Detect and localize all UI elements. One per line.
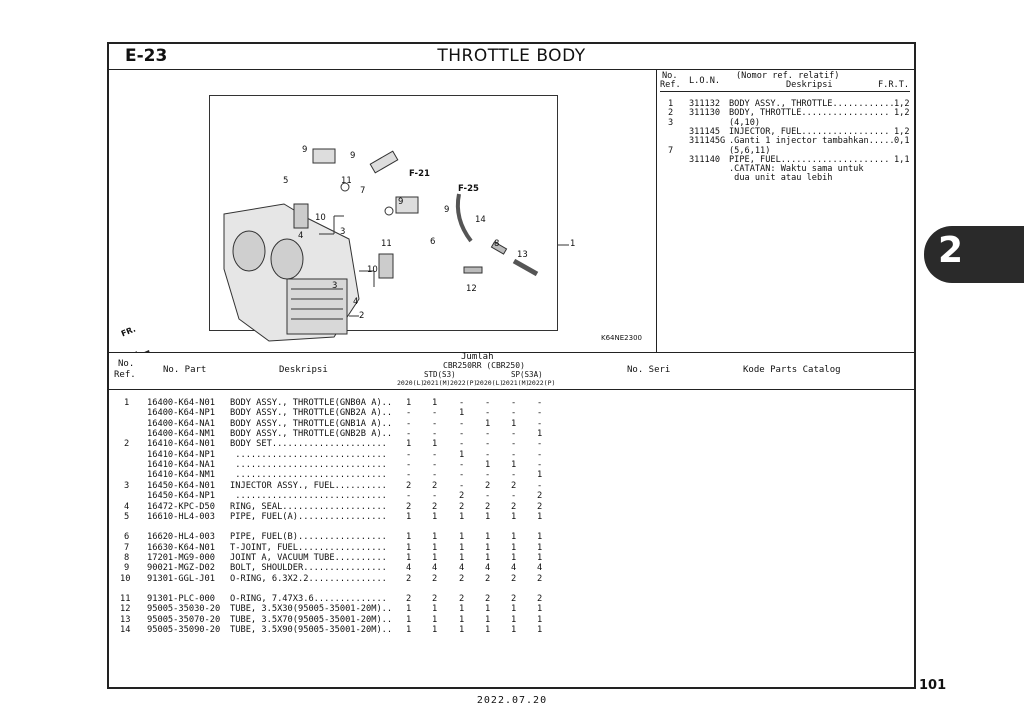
hdr-year: 2020(L) [476, 379, 504, 387]
hdr-no-seri: No. Seri [627, 365, 671, 375]
cell-ref: 9 [124, 563, 130, 574]
cell-part-no: 16400-K64-N01 [147, 398, 215, 408]
cell-qty: 1 [432, 439, 438, 450]
cell-desc: BOLT, SHOULDER................ [230, 563, 387, 574]
cell-qty: 2 [485, 480, 491, 491]
cell-qty: 2 [459, 491, 465, 502]
callout-7: 7 [360, 186, 366, 196]
cell-desc: TUBE, 3.5X90(95005-35001-20M).. [230, 625, 393, 635]
cell-desc: TUBE, 3.5X30(95005-35001-20M).. [230, 604, 393, 615]
cell-qty: - [459, 460, 465, 471]
ref-row-desc: dua unit atau lebih [729, 173, 833, 184]
cell-qty: - [406, 418, 412, 429]
drawing-code: K64NE2300 [601, 334, 642, 342]
callout-10a: 10 [315, 213, 326, 223]
actuator-housing [287, 279, 347, 334]
cell-qty: 1 [485, 511, 491, 522]
cell-qty: - [459, 480, 465, 491]
cell-qty: 2 [432, 573, 438, 584]
cell-qty: - [432, 429, 438, 440]
cell-qty: 2 [537, 491, 543, 502]
table-row [109, 543, 914, 553]
cell-qty: - [511, 439, 517, 450]
ref-header-desc1: (Nomor ref. relatif) [736, 71, 840, 81]
cell-desc: PIPE, FUEL(B)................. [230, 532, 387, 543]
cell-desc: ............................. [230, 449, 387, 460]
cell-qty: 1 [432, 552, 438, 563]
table-row [109, 408, 914, 418]
cell-qty: 2 [406, 501, 412, 512]
cell-qty: 1 [485, 604, 491, 615]
table-row [109, 439, 914, 449]
cell-desc: PIPE, FUEL(A)................. [230, 511, 387, 522]
cell-qty: 1 [459, 552, 465, 563]
cell-qty: 2 [406, 573, 412, 584]
cell-ref: 2 [124, 439, 130, 450]
cell-qty: 1 [432, 604, 438, 615]
callout-f25: F-25 [458, 184, 479, 194]
cell-qty: 1 [485, 614, 491, 625]
callout-9d: 9 [444, 205, 450, 215]
ref-row-desc: .CATATAN: Waktu sama untuk [729, 164, 864, 175]
callout-11a: 11 [341, 176, 352, 186]
cell-qty: 2 [432, 501, 438, 512]
o-ring-11b [385, 207, 393, 215]
table-row [109, 502, 914, 512]
cell-qty: - [485, 491, 491, 502]
cell-part-no: 91301-GGL-J01 [147, 573, 215, 584]
hdr-std: STD(S3) [424, 370, 456, 379]
cell-ref: 10 [120, 573, 131, 584]
cell-qty: - [406, 429, 412, 440]
cell-ref: 12 [120, 604, 131, 615]
cell-qty: 1 [459, 542, 465, 553]
cell-qty: 1 [432, 614, 438, 625]
cell-part-no: 17201-MG9-000 [147, 552, 215, 563]
cell-qty: 2 [459, 573, 465, 584]
cell-qty: - [485, 449, 491, 460]
reference-table [656, 69, 914, 352]
ref-row-desc: PIPE, FUEL..................... [729, 154, 890, 165]
cell-qty: 1 [511, 625, 517, 635]
fr-label: FR. [119, 324, 137, 339]
callout-9a: 9 [302, 145, 308, 155]
cell-qty: - [511, 429, 517, 440]
cell-ref: 14 [120, 625, 131, 635]
cell-part-no: 16410-K64-NA1 [147, 460, 215, 471]
cell-part-no: 16410-K64-N01 [147, 439, 215, 450]
cell-qty: 1 [537, 511, 543, 522]
cell-qty: 1 [537, 604, 543, 615]
cell-qty: 4 [537, 563, 543, 574]
cell-ref: 5 [124, 511, 130, 522]
cell-desc: ............................. [230, 460, 387, 471]
cell-qty: 2 [406, 593, 412, 604]
cell-part-no: 16400-K64-NM1 [147, 429, 215, 440]
table-row [109, 574, 914, 584]
ref-row-frt: 1,2 [894, 99, 910, 109]
cell-qty: 2 [537, 573, 543, 584]
t-joint [370, 151, 398, 173]
fuel-pipe-a [313, 149, 335, 163]
table-row [109, 512, 914, 522]
cell-qty: 2 [511, 501, 517, 512]
cell-desc: ............................. [230, 470, 387, 481]
callout-3a: 3 [340, 227, 346, 237]
table-row [109, 460, 914, 470]
section-tab [924, 226, 1024, 283]
callout-2: 2 [359, 311, 365, 321]
catalog-frame [107, 42, 916, 689]
cell-qty: 1 [406, 532, 412, 543]
cell-qty: 2 [485, 593, 491, 604]
cell-qty: 1 [537, 552, 543, 563]
ref-row-desc: .Ganti 1 injector tambahkan..... [729, 136, 895, 147]
cell-qty: 2 [511, 480, 517, 491]
cell-qty: - [406, 449, 412, 460]
cell-qty: 1 [432, 542, 438, 553]
cell-qty: 1 [485, 552, 491, 563]
cell-part-no: 16410-K64-NP1 [147, 449, 215, 460]
cell-qty: 1 [511, 614, 517, 625]
ref-row-lon: 311145 [689, 126, 721, 137]
cell-qty: 4 [406, 563, 412, 574]
ref-row-desc: INJECTOR, FUEL................. [729, 126, 890, 137]
cell-part-no: 95005-35070-20 [147, 614, 221, 625]
cell-part-no: 16400-K64-NA1 [147, 418, 215, 429]
ref-row-frt: 1,2 [894, 126, 910, 137]
cell-part-no: 91301-PLC-000 [147, 593, 215, 604]
cell-qty: 1 [485, 625, 491, 635]
cell-qty: - [511, 398, 517, 408]
ref-row-ref: 2 [668, 108, 674, 119]
hdr-kode: Kode Parts Catalog [743, 365, 841, 375]
throttle-bore-right [271, 239, 303, 279]
cell-ref: 4 [124, 501, 130, 512]
table-row [109, 470, 914, 480]
cell-qty: 1 [459, 614, 465, 625]
cell-qty: 2 [537, 501, 543, 512]
cell-qty: 1 [406, 625, 412, 635]
callout-4a: 4 [298, 231, 304, 241]
cell-qty: 2 [485, 501, 491, 512]
callout-14: 14 [475, 215, 486, 225]
cell-qty: 1 [511, 532, 517, 543]
cell-part-no: 16450-K64-NP1 [147, 491, 215, 502]
table-row [109, 481, 914, 491]
cell-qty: 1 [511, 511, 517, 522]
cell-qty: 4 [485, 563, 491, 574]
cell-qty: 1 [459, 408, 465, 419]
cell-ref: 13 [120, 614, 131, 625]
cell-qty: 1 [537, 470, 543, 481]
hdr-year: 2021(M) [502, 379, 530, 387]
cell-part-no: 90021-MGZ-D02 [147, 563, 215, 574]
cell-ref: 8 [124, 552, 130, 563]
cell-part-no: 16472-KPC-D50 [147, 501, 215, 512]
ref-row-desc: BODY ASSY., THROTTLE............ [729, 99, 895, 109]
print-date: 2022.07.20 [476, 695, 548, 706]
cell-qty: - [406, 470, 412, 481]
ref-row-lon: 311145G [689, 136, 726, 147]
table-row [109, 450, 914, 460]
cell-qty: - [537, 398, 543, 408]
cell-desc: BODY SET...................... [230, 439, 387, 450]
cell-qty: - [406, 408, 412, 419]
callout-4b: 4 [353, 297, 359, 307]
cell-qty: 1 [459, 449, 465, 460]
callout-12: 12 [466, 284, 477, 294]
ref-row-desc: (5,6,11) [729, 145, 771, 156]
cell-qty: 1 [406, 604, 412, 615]
page-title: THROTTLE BODY [437, 46, 586, 66]
cell-desc: BODY ASSY., THROTTLE(GNB0A A).. [230, 398, 393, 408]
cell-qty: - [459, 398, 465, 408]
table-row [109, 429, 914, 439]
section-tab-number: 2 [938, 230, 964, 271]
hdr-ref: Ref. [114, 370, 136, 380]
ref-row-ref: 3 [668, 117, 674, 128]
callout-6: 6 [430, 237, 436, 247]
cell-desc: INJECTOR ASSY., FUEL.......... [230, 480, 387, 491]
ref-row-ref: 1 [668, 99, 674, 109]
cell-qty: - [459, 418, 465, 429]
cell-qty: 1 [406, 398, 412, 408]
cell-part-no: 95005-35090-20 [147, 625, 221, 635]
tube-13 [514, 261, 537, 274]
cell-qty: 2 [459, 501, 465, 512]
cell-part-no: 16450-K64-N01 [147, 480, 215, 491]
cell-qty: 2 [511, 593, 517, 604]
cell-qty: 1 [459, 604, 465, 615]
cell-ref: 3 [124, 480, 130, 491]
cell-qty: 2 [485, 573, 491, 584]
cell-qty: 1 [485, 460, 491, 471]
table-row [109, 625, 914, 635]
callout-3b: 3 [332, 281, 338, 291]
cell-desc: BODY ASSY., THROTTLE(GNB2A A).. [230, 408, 393, 419]
cell-qty: 2 [537, 593, 543, 604]
cell-qty: - [432, 449, 438, 460]
cell-part-no: 16400-K64-NP1 [147, 408, 215, 419]
cell-qty: 1 [459, 511, 465, 522]
page-number: 101 [919, 678, 947, 693]
ref-header-lon: L.O.N. [689, 76, 721, 86]
cell-qty: - [537, 439, 543, 450]
cell-qty: - [537, 408, 543, 419]
cell-qty: 1 [406, 614, 412, 625]
cell-qty: 1 [537, 542, 543, 553]
ref-header-no: No. [662, 71, 678, 81]
cell-qty: - [406, 491, 412, 502]
cell-qty: 4 [432, 563, 438, 574]
ref-row-desc: BODY, THROTTLE................. [729, 108, 890, 119]
cell-qty: - [432, 460, 438, 471]
cell-qty: 2 [459, 593, 465, 604]
cell-qty: 1 [511, 542, 517, 553]
hdr-model: CBR250RR (CBR250) [443, 361, 525, 370]
cell-qty: 1 [485, 418, 491, 429]
cell-qty: 1 [511, 552, 517, 563]
cell-part-no: 95005-35030-20 [147, 604, 221, 615]
hdr-sp: SP(S3A) [511, 370, 543, 379]
cell-ref: 11 [120, 593, 131, 604]
callout-8: 8 [494, 239, 500, 249]
callout-9b: 9 [350, 151, 356, 161]
ref-row-lon: 311140 [689, 154, 721, 165]
parts-header [109, 352, 914, 390]
cell-qty: 1 [406, 542, 412, 553]
table-row [109, 419, 914, 429]
cell-qty: 2 [432, 593, 438, 604]
cell-qty: 1 [511, 418, 517, 429]
hdr-no-part: No. Part [163, 365, 207, 375]
cell-qty: - [537, 480, 543, 491]
cell-qty: - [537, 460, 543, 471]
cell-qty: 1 [537, 625, 543, 635]
ref-row-frt: 1,2 [894, 108, 910, 119]
cell-qty: 1 [432, 532, 438, 543]
cell-desc: BODY ASSY., THROTTLE(GNB2B A).. [230, 429, 393, 440]
ref-header-ref: Ref. [660, 80, 681, 90]
cell-qty: 2 [406, 480, 412, 491]
cell-desc: TUBE, 3.5X70(95005-35001-20M).. [230, 614, 393, 625]
cell-qty: 1 [537, 614, 543, 625]
cell-part-no: 16410-K64-NM1 [147, 470, 215, 481]
cell-ref: 6 [124, 532, 130, 543]
table-row [109, 491, 914, 501]
cell-qty: 1 [485, 542, 491, 553]
hdr-deskripsi: Deskripsi [279, 365, 328, 375]
cell-qty: - [485, 439, 491, 450]
cell-qty: - [432, 418, 438, 429]
ref-row-frt: 0,1 [894, 136, 910, 147]
ref-header-frt: F.R.T. [878, 80, 910, 90]
cell-qty: - [537, 449, 543, 460]
cell-ref: 7 [124, 542, 130, 553]
cell-qty: 1 [485, 532, 491, 543]
injector-lower [379, 254, 393, 278]
cell-qty: 1 [459, 625, 465, 635]
cell-qty: 1 [432, 398, 438, 408]
cell-qty: 2 [511, 573, 517, 584]
cell-part-no: 16610-HL4-003 [147, 511, 215, 522]
callout-5: 5 [283, 176, 289, 186]
cell-qty: 1 [511, 604, 517, 615]
table-row [109, 563, 914, 573]
hdr-year: 2022(P) [528, 379, 556, 387]
cell-qty: 4 [511, 563, 517, 574]
ref-header-rule [660, 91, 910, 92]
cell-desc: O-RING, 6.3X2.2............... [230, 573, 387, 584]
cell-qty: - [459, 439, 465, 450]
table-row [109, 398, 914, 408]
table-row [109, 553, 914, 563]
tube-14 [458, 194, 471, 241]
cell-qty: 1 [537, 429, 543, 440]
throttle-body-drawing [109, 69, 656, 352]
ref-row-frt: 1,1 [894, 154, 910, 165]
callout-11b: 11 [381, 239, 392, 249]
cell-qty: - [537, 418, 543, 429]
diagram-area [109, 69, 657, 352]
table-row [109, 594, 914, 604]
table-row [109, 615, 914, 625]
cell-qty: 1 [432, 511, 438, 522]
ref-row-lon: 311132 [689, 99, 721, 109]
section-id: E-23 [125, 46, 168, 66]
cell-qty: - [406, 460, 412, 471]
cell-qty: - [485, 398, 491, 408]
cell-desc: BODY ASSY., THROTTLE(GNB1A A).. [230, 418, 393, 429]
cell-ref: 1 [124, 398, 130, 408]
tube-12 [464, 267, 482, 273]
hdr-no: No. [118, 359, 135, 369]
hdr-year: 2022(P) [450, 379, 478, 387]
ref-row-lon: 311130 [689, 108, 721, 119]
cell-qty: - [485, 470, 491, 481]
callout-10b: 10 [367, 265, 378, 275]
ref-header-desc2: Deskripsi [786, 80, 833, 90]
cell-desc: RING, SEAL.................... [230, 501, 387, 512]
cell-qty: - [432, 470, 438, 481]
injector-upper [294, 204, 308, 228]
ref-row-ref: 7 [668, 145, 674, 156]
cell-qty: 1 [511, 460, 517, 471]
cell-qty: 1 [406, 439, 412, 450]
cell-desc: T-JOINT, FUEL................. [230, 542, 387, 553]
callout-1: 1 [570, 239, 576, 249]
cell-part-no: 16630-K64-N01 [147, 542, 215, 553]
callout-f21: F-21 [409, 169, 430, 179]
cell-qty: - [485, 429, 491, 440]
cell-qty: 2 [432, 480, 438, 491]
cell-qty: - [432, 491, 438, 502]
hdr-jumlah: Jumlah [461, 352, 494, 362]
cell-desc: JOINT A, VACUUM TUBE.......... [230, 552, 387, 563]
cell-qty: - [511, 491, 517, 502]
cell-desc: O-RING, 7.47X3.6.............. [230, 593, 387, 604]
cell-qty: - [511, 449, 517, 460]
page-header [109, 44, 914, 70]
hdr-year: 2020(L) [397, 379, 425, 387]
callout-9c: 9 [398, 197, 404, 207]
cell-qty: - [511, 408, 517, 419]
cell-qty: 1 [406, 511, 412, 522]
ref-row-desc: (4,10) [729, 117, 761, 128]
cell-qty: 1 [459, 532, 465, 543]
cell-part-no: 16620-HL4-003 [147, 532, 215, 543]
cell-desc: ............................. [230, 491, 387, 502]
cell-qty: - [511, 470, 517, 481]
cell-qty: 1 [537, 532, 543, 543]
cell-qty: - [459, 470, 465, 481]
cell-qty: - [459, 429, 465, 440]
cell-qty: - [485, 408, 491, 419]
table-row [109, 604, 914, 614]
cell-qty: 4 [459, 563, 465, 574]
throttle-bore-left [233, 231, 265, 271]
cell-qty: 1 [406, 552, 412, 563]
cell-qty: 1 [432, 625, 438, 635]
callout-13: 13 [517, 250, 528, 260]
cell-qty: - [432, 408, 438, 419]
hdr-year: 2021(M) [423, 379, 451, 387]
table-row [109, 532, 914, 542]
